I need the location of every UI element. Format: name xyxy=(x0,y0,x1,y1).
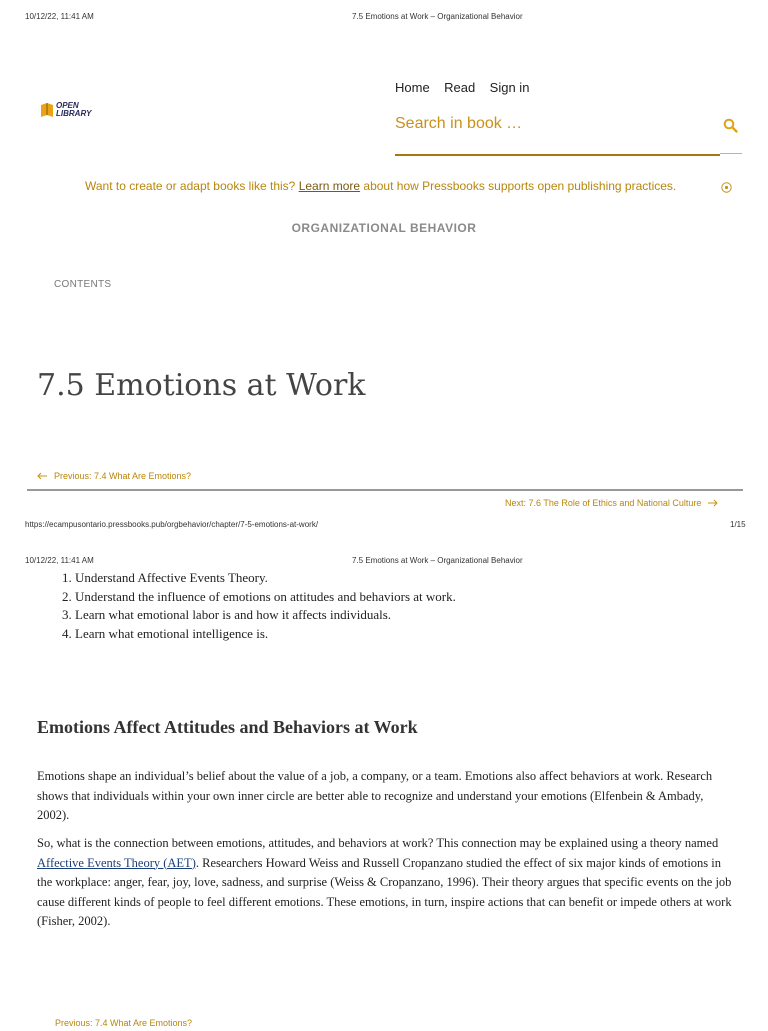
previous-link-bottom-label: Previous: 7.4 What Are Emotions? xyxy=(55,1018,193,1028)
paragraph-1: Emotions shape an individual’s belief about the value of a job, a company, or a team. Emotions also affect behaviors at work. Research shows that individuals within your own inner circle are better able to recognize and understand your emotions (Elfenbein & Ambady, 2002). xyxy=(37,769,713,822)
arrow-right-icon xyxy=(707,499,718,507)
paragraph-2-before: So, what is the connection between emotions, attitudes, and behaviors at work? This connection may be explained using a theory named xyxy=(37,836,719,850)
aet-link[interactable]: Affective Events Theory (AET) xyxy=(37,855,196,870)
print-datetime-2: 10/12/22, 11:41 AM xyxy=(25,556,94,565)
arrow-left-icon xyxy=(37,472,48,480)
banner-suffix: about how Pressbooks supports open publishing practices. xyxy=(363,179,677,193)
next-chapter-link[interactable] xyxy=(505,498,718,508)
print-title: 7.5 Emotions at Work – Organizational Behavior xyxy=(352,12,523,21)
banner-prefix: Want to create or adapt books like this? xyxy=(85,179,296,193)
paragraph-2-after: . Researchers Howard Weiss and Russell Cropanzano studied the effect of six major kinds of emotions in the workplace: anger, fear, joy, love, sadness, and surprise (Weiss & Cropanzano, 1996). Their theory argues that specific events on the job cause different kinds of people to feel different emotions. These emotions, in turn, inspire actions that can benefit or impede others at work (Fisher, 2002). xyxy=(37,855,732,928)
objective-item: 3. Learn what emotional labor is and how it affects individuals. xyxy=(75,606,735,625)
open-library-logo[interactable] xyxy=(40,102,91,118)
previous-chapter-link[interactable] xyxy=(37,471,191,481)
print-title-2: 7.5 Emotions at Work – Organizational Behavior xyxy=(352,556,523,565)
logo-line2: LIBRARY xyxy=(56,109,92,118)
print-datetime: 10/12/22, 11:41 AM xyxy=(25,12,94,21)
top-nav xyxy=(395,79,539,97)
logo-line1: OPEN xyxy=(56,101,79,110)
objective-item: 2. Understand the influence of emotions on attitudes and behaviors at work. xyxy=(75,588,735,607)
divider xyxy=(27,489,743,491)
print-url: https://ecampusontario.pressbooks.pub/orgbehavior/chapter/7-5-emotions-at-work/ xyxy=(25,520,319,529)
nav-home[interactable]: Home xyxy=(395,80,430,95)
section-heading: Emotions Affect Attitudes and Behaviors at Work xyxy=(37,717,418,737)
previous-link-label: Previous: 7.4 What Are Emotions? xyxy=(54,471,192,481)
search-underline-tail xyxy=(720,153,742,154)
book-title[interactable]: ORGANIZATIONAL BEHAVIOR xyxy=(291,221,477,235)
print-page-number: 1/15 xyxy=(730,520,746,529)
next-link-label: Next: 7.6 The Role of Ethics and National Culture xyxy=(505,498,702,508)
learn-more-link[interactable]: Learn more xyxy=(298,179,361,193)
search-bar xyxy=(395,112,720,156)
previous-chapter-link-bottom[interactable] xyxy=(55,1013,192,1031)
contents-link[interactable]: CONTENTS xyxy=(54,279,112,290)
nav-sign-in[interactable]: Sign in xyxy=(489,80,530,95)
pressbooks-banner xyxy=(85,179,676,193)
learning-objectives xyxy=(20,569,735,643)
book-logo-icon xyxy=(40,102,54,118)
chapter-title: 7.5 Emotions at Work xyxy=(37,368,366,403)
nav-read[interactable]: Read xyxy=(444,80,476,95)
objective-item: 4. Learn what emotional intelligence is. xyxy=(75,625,735,644)
paragraph-2 xyxy=(37,834,732,932)
objective-item: 1. Understand Affective Events Theory. xyxy=(75,569,735,588)
close-banner-icon[interactable] xyxy=(721,180,732,198)
search-input[interactable] xyxy=(395,115,695,133)
search-icon[interactable] xyxy=(723,118,738,138)
